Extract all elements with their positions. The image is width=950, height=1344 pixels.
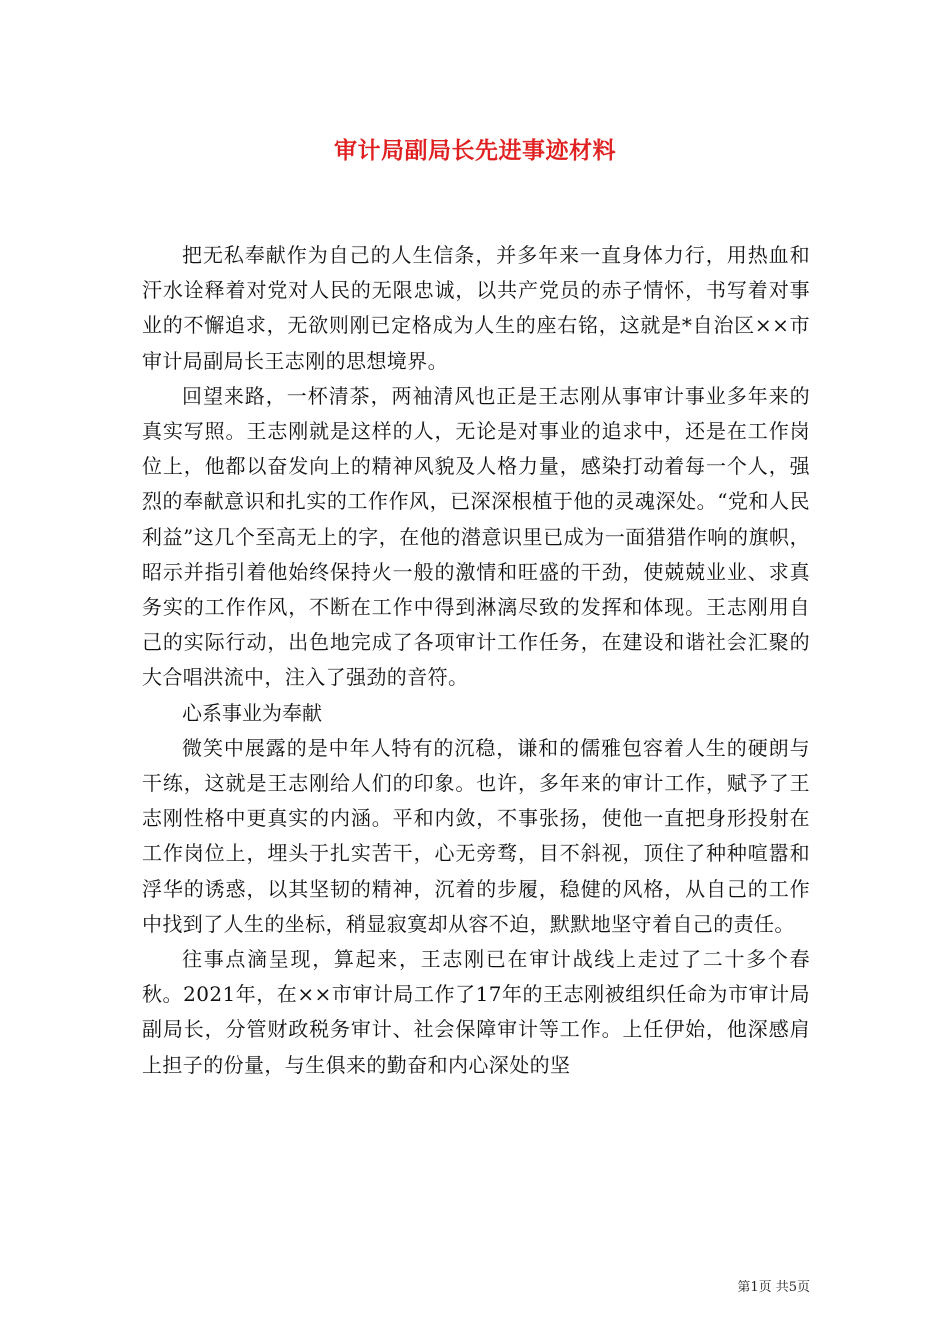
- document-title: 审计局副局长先进事迹材料: [334, 137, 616, 164]
- paragraph-looking-back: 回望来路，一杯清茶，两袖清风也正是王志刚从事审计事业多年来的真实写照。王志刚就是这样的人，无论是对事业的追求中，还是在工作岗位上，他都以奋发向上的精神风貌及人格力量，感染打动着每一个人，强烈的奉献意识和扎实的工作作风，已深深根植于他的灵魂深处。“党和人民利益”这几个至高无上的字，在他的潜意识里已成为一面猎猎作响的旗帜，昭示并指引着他始终保持火一般的激情和旺盛的干劲，使兢兢业业、求真务实的工作作风，不断在工作中得到淋漓尽致的发挥和体现。王志刚用自己的实际行动，出色地完成了各项审计工作任务，在建设和谐社会汇聚的大合唱洪流中，注入了强劲的音符。: [142, 383, 810, 690]
- page-number: 第1页 共5页: [737, 1280, 810, 1295]
- paragraph-impression: 微笑中展露的是中年人特有的沉稳，谦和的儒雅包容着人生的硬朗与干练，这就是王志刚给人们的印象。也许，多年来的审计工作，赋予了王志刚性格中更真实的内涵。平和内敛，不事张扬，使他一直把身形投射在工作岗位上，埋头于扎实苦干，心无旁骛，目不斜视，顶住了种种喧嚣和浮华的诱惑，以其坚韧的精神，沉着的步履，稳健的风格，从自己的工作中找到了人生的坐标，稍显寂寞却从容不迫，默默地坚守着自己的责任。: [142, 735, 810, 936]
- document-body: [142, 238, 810, 1083]
- section-heading: 心系事业为奉献: [182, 700, 322, 725]
- paragraph-career: 往事点滴呈现，算起来，王志刚已在审计战线上走过了二十多个春秋。2021年，在××市审计局工作了17年的王志刚被组织任命为市审计局副局长，分管财政税务审计、社会保障审计等工作。上任伊始，他深感肩上担子的份量，与生俱来的勤奋和内心深处的坚: [142, 947, 810, 1077]
- paragraph-intro: 把无私奉献作为自己的人生信条，并多年来一直身体力行，用热血和汗水诠释着对党对人民的无限忠诚，以共产党员的赤子情怀，书写着对事业的不懈追求，无欲则刚已定格成为人生的座右铭，这就是*自治区××市审计局副局长王志刚的思想境界。: [142, 243, 810, 373]
